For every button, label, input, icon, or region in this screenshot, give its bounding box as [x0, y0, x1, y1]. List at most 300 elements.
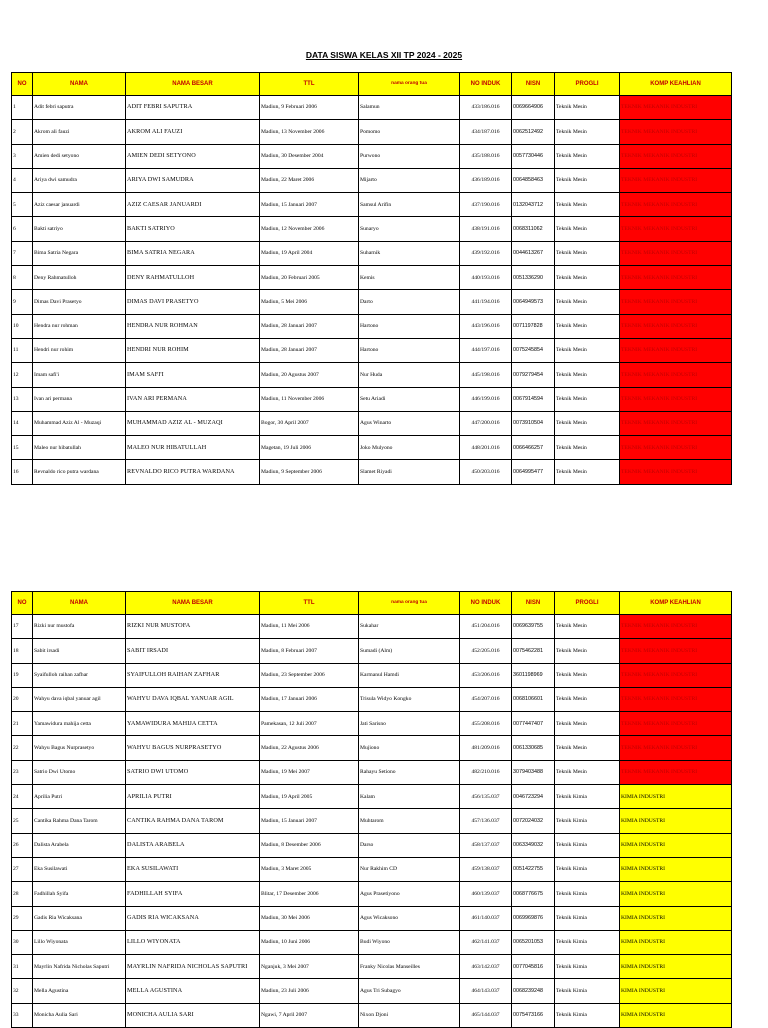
- cell-nama-orang-tua: Samsul Arifin: [359, 193, 460, 217]
- cell-nama-besar: WAHYU DAVA IQBAL YANUAR AGIL: [126, 687, 260, 711]
- header-row: [12, 592, 732, 615]
- cell-no: 3: [12, 144, 33, 168]
- cell-nisn: 0061330685: [512, 736, 555, 760]
- cell-ttl: Madiun, 23 September 2006: [260, 663, 359, 687]
- header-row: [12, 73, 732, 96]
- cell-nisn: 0071197828: [512, 314, 555, 338]
- cell-komp-keahlian: TEKNIK MEKANIK INDUSTRI: [620, 338, 732, 362]
- header-nama-besar: NAMA BESAR: [126, 592, 260, 615]
- cell-nama: Syaifulloh raihan zafhar: [33, 663, 126, 687]
- cell-ttl: Madiun, 19 Mei 2007: [260, 760, 359, 784]
- table-row: [12, 436, 732, 460]
- cell-nama-besar: MAYRLIN NAFRIDA NICHOLAS SAPUTRI: [126, 955, 260, 979]
- cell-komp-keahlian: TEKNIK MEKANIK INDUSTRI: [620, 639, 732, 663]
- cell-komp-keahlian: TEKNIK MEKANIK INDUSTRI: [620, 615, 732, 639]
- cell-nama-orang-tua: Nur Huda: [359, 363, 460, 387]
- cell-no: 33: [12, 1003, 33, 1027]
- cell-progli: Teknik Mesin: [555, 687, 620, 711]
- cell-no-induk: 446/199.016: [460, 387, 512, 411]
- cell-nama-besar: ADIT FEBRI SAPUTRA: [126, 96, 260, 120]
- table-row: [12, 460, 732, 484]
- cell-komp-keahlian: KIMIA INDUSTRI: [620, 809, 732, 833]
- cell-no-induk: 435/188.016: [460, 144, 512, 168]
- cell-ttl: Madiun, 11 November 2006: [260, 387, 359, 411]
- cell-no: 5: [12, 193, 33, 217]
- cell-no-induk: 448/201.016: [460, 436, 512, 460]
- cell-ttl: Madiun, 9 Februari 2006: [260, 96, 359, 120]
- cell-progli: Teknik Kimia: [555, 930, 620, 954]
- cell-ttl: Madiun, 28 Januari 2007: [260, 338, 359, 362]
- cell-progli: Teknik Mesin: [555, 120, 620, 144]
- cell-nama-besar: MUHAMMAD AZIZ AL - MUZAQI: [126, 411, 260, 435]
- cell-ttl: Madiun, 30 Desember 2004: [260, 144, 359, 168]
- cell-no: 9: [12, 290, 33, 314]
- cell-komp-keahlian: TEKNIK MEKANIK INDUSTRI: [620, 168, 732, 192]
- cell-nama: Bima Satria Negara: [33, 241, 126, 265]
- cell-no: 30: [12, 930, 33, 954]
- cell-ttl: Bogor, 30 April 2007: [260, 411, 359, 435]
- cell-progli: Teknik Mesin: [555, 290, 620, 314]
- cell-nama-besar: MELLA AGUSTINA: [126, 979, 260, 1003]
- cell-no: 32: [12, 979, 33, 1003]
- cell-nama-orang-tua: Mijarto: [359, 168, 460, 192]
- cell-komp-keahlian: TEKNIK MEKANIK INDUSTRI: [620, 193, 732, 217]
- cell-progli: Teknik Mesin: [555, 460, 620, 484]
- cell-no-induk: 445/198.016: [460, 363, 512, 387]
- cell-nama: Dimas Davi Prasetyo: [33, 290, 126, 314]
- cell-nama-orang-tua: Darto: [359, 290, 460, 314]
- cell-nisn: 0068776675: [512, 882, 555, 906]
- cell-ttl: Madiun, 17 Januari 2006: [260, 687, 359, 711]
- cell-komp-keahlian: TEKNIK MEKANIK INDUSTRI: [620, 363, 732, 387]
- cell-ttl: Madiun, 8 Desember 2006: [260, 833, 359, 857]
- cell-nama-besar: SABIT IRSADI: [126, 639, 260, 663]
- cell-nama-besar: DENY RAHMATULLOH: [126, 266, 260, 290]
- cell-nisn: 0066466257: [512, 436, 555, 460]
- cell-nama-orang-tua: Franky Nicolas Manseilles: [359, 955, 460, 979]
- cell-no-induk: 438/191.016: [460, 217, 512, 241]
- cell-progli: Teknik Kimia: [555, 906, 620, 930]
- cell-no: 12: [12, 363, 33, 387]
- cell-nisn: 0075473166: [512, 1003, 555, 1027]
- cell-no: 15: [12, 436, 33, 460]
- cell-no: 21: [12, 712, 33, 736]
- cell-nisn: 0072024032: [512, 809, 555, 833]
- cell-nama: Muhammad Aziz Al - Muzaqi: [33, 411, 126, 435]
- cell-nama-besar: WAHYU BAGUS NURPRASETYO: [126, 736, 260, 760]
- cell-no: 4: [12, 168, 33, 192]
- cell-nisn: 0064949573: [512, 290, 555, 314]
- cell-progli: Teknik Mesin: [555, 615, 620, 639]
- cell-progli: Teknik Mesin: [555, 639, 620, 663]
- cell-nama-besar: BIMA SATRIA NEGARA: [126, 241, 260, 265]
- cell-nama-orang-tua: Trisula Widyo Kongko: [359, 687, 460, 711]
- cell-nama-orang-tua: Agus Prasetiyono: [359, 882, 460, 906]
- cell-progli: Teknik Mesin: [555, 436, 620, 460]
- cell-nisn: 0063349032: [512, 833, 555, 857]
- cell-ttl: Madiun, 12 November 2006: [260, 217, 359, 241]
- table-row: [12, 387, 732, 411]
- table-row: [12, 930, 732, 954]
- cell-progli: Teknik Mesin: [555, 736, 620, 760]
- cell-nisn: 0073910504: [512, 411, 555, 435]
- cell-no-induk: 441/194.016: [460, 290, 512, 314]
- cell-progli: Teknik Kimia: [555, 1003, 620, 1027]
- cell-no: 31: [12, 955, 33, 979]
- cell-no-induk: 447/200.016: [460, 411, 512, 435]
- cell-no-induk: 457/136.037: [460, 809, 512, 833]
- table-row: [12, 144, 732, 168]
- cell-ttl: Madiun, 28 Januari 2007: [260, 314, 359, 338]
- cell-nama: Revnaldo rico putra wardana: [33, 460, 126, 484]
- cell-ttl: Madiun, 20 Agustus 2007: [260, 363, 359, 387]
- header-ttl: TTL: [260, 73, 359, 96]
- cell-nisn: 0068239248: [512, 979, 555, 1003]
- cell-ttl: Madiun, 9 September 2006: [260, 460, 359, 484]
- cell-ttl: Madiun, 22 Agustus 2006: [260, 736, 359, 760]
- cell-no: 26: [12, 833, 33, 857]
- cell-ttl: Madiun, 10 Juni 2006: [260, 930, 359, 954]
- cell-progli: Teknik Mesin: [555, 314, 620, 338]
- table-row: [12, 955, 732, 979]
- cell-progli: Teknik Mesin: [555, 96, 620, 120]
- cell-no: 29: [12, 906, 33, 930]
- cell-komp-keahlian: KIMIA INDUSTRI: [620, 1003, 732, 1027]
- cell-nama: Gadis Ria Wicaksana: [33, 906, 126, 930]
- cell-no-induk: 456/135.037: [460, 785, 512, 809]
- cell-nama-besar: AZIZ CAESAR JANUARDI: [126, 193, 260, 217]
- cell-nama: Imam safi'i: [33, 363, 126, 387]
- cell-no-induk: 444/197.016: [460, 338, 512, 362]
- cell-nama: Bakti satriyo: [33, 217, 126, 241]
- table-row: [12, 314, 732, 338]
- cell-no-induk: 464/143.037: [460, 979, 512, 1003]
- cell-nama-besar: IMAM SAFI'I: [126, 363, 260, 387]
- cell-nama: Hendri nur rohim: [33, 338, 126, 362]
- cell-no: 8: [12, 266, 33, 290]
- table-row: [12, 193, 732, 217]
- cell-no-induk: 462/141.037: [460, 930, 512, 954]
- cell-nisn: 0044613267: [512, 241, 555, 265]
- header-progli: PROGLI: [555, 73, 620, 96]
- student-table-1: [11, 72, 732, 485]
- cell-komp-keahlian: TEKNIK MEKANIK INDUSTRI: [620, 411, 732, 435]
- header-no: NO: [12, 73, 33, 96]
- table-row: [12, 785, 732, 809]
- cell-nama-orang-tua: Salamun: [359, 96, 460, 120]
- header-no-induk: NO INDUK: [460, 592, 512, 615]
- cell-nama-besar: CANTIKA RAHMA DANA TAROM: [126, 809, 260, 833]
- cell-ttl: Madiun, 23 Juli 2006: [260, 979, 359, 1003]
- cell-nama-besar: APRILIA PUTRI: [126, 785, 260, 809]
- cell-progli: Teknik Mesin: [555, 411, 620, 435]
- cell-no: 27: [12, 857, 33, 881]
- cell-no-induk: 453/206.016: [460, 663, 512, 687]
- cell-ttl: Madiun, 30 Mei 2006: [260, 906, 359, 930]
- cell-komp-keahlian: TEKNIK MEKANIK INDUSTRI: [620, 387, 732, 411]
- cell-nama-besar: SYAIFULLOH RAIHAN ZAFHAR: [126, 663, 260, 687]
- cell-nama: Hendra nur rohman: [33, 314, 126, 338]
- cell-nisn: 0077045816: [512, 955, 555, 979]
- table-row: [12, 168, 732, 192]
- cell-nama-besar: DALISTA ARABELA: [126, 833, 260, 857]
- cell-no-induk: 461/140.037: [460, 906, 512, 930]
- cell-no: 14: [12, 411, 33, 435]
- cell-progli: Teknik Mesin: [555, 217, 620, 241]
- table-row: [12, 217, 732, 241]
- cell-ttl: Pamekasan, 12 Juli 2007: [260, 712, 359, 736]
- cell-nama-orang-tua: Suharnik: [359, 241, 460, 265]
- table-header: [12, 73, 732, 96]
- cell-no-induk: 463/142.037: [460, 955, 512, 979]
- cell-komp-keahlian: TEKNIK MEKANIK INDUSTRI: [620, 266, 732, 290]
- cell-nama-orang-tua: Joko Mulyono: [359, 436, 460, 460]
- cell-progli: Teknik Kimia: [555, 857, 620, 881]
- cell-nama-besar: REVNALDO RICO PUTRA WARDANA: [126, 460, 260, 484]
- table-row: [12, 615, 732, 639]
- cell-ttl: Madiun, 19 April 2004: [260, 241, 359, 265]
- cell-no-induk: 455/208.016: [460, 712, 512, 736]
- cell-no-induk: 454/207.016: [460, 687, 512, 711]
- cell-nama: Maleo nur hibatullah: [33, 436, 126, 460]
- cell-nisn: 0051336290: [512, 266, 555, 290]
- cell-progli: Teknik Mesin: [555, 712, 620, 736]
- table-row: [12, 338, 732, 362]
- cell-nama-besar: YAMAWIDURA MAHIJA CETTA: [126, 712, 260, 736]
- cell-progli: Teknik Kimia: [555, 955, 620, 979]
- cell-komp-keahlian: TEKNIK MEKANIK INDUSTRI: [620, 144, 732, 168]
- cell-no-induk: 482/210.016: [460, 760, 512, 784]
- cell-nama-orang-tua: Pomomo: [359, 120, 460, 144]
- cell-progli: Teknik Kimia: [555, 979, 620, 1003]
- cell-nama: Dalista Arabela: [33, 833, 126, 857]
- cell-no: 22: [12, 736, 33, 760]
- table-row: [12, 736, 732, 760]
- header-ttl: TTL: [260, 592, 359, 615]
- cell-ttl: Madiun, 8 Februari 2007: [260, 639, 359, 663]
- cell-nama: Satrio Dwi Utomo: [33, 760, 126, 784]
- cell-nama: Aprilia Putri: [33, 785, 126, 809]
- cell-nama: Wahyu Bagus Nurprasetyo: [33, 736, 126, 760]
- cell-progli: Teknik Kimia: [555, 809, 620, 833]
- cell-no-induk: 481/209.016: [460, 736, 512, 760]
- header-komp-keahlian: KOMP KEAHLIAN: [620, 592, 732, 615]
- cell-nama: Mella Agustina: [33, 979, 126, 1003]
- table-row: [12, 96, 732, 120]
- cell-ttl: Ngawi, 7 April 2007: [260, 1003, 359, 1027]
- cell-nama-besar: EKA SUSILAWATI: [126, 857, 260, 881]
- cell-nama-besar: BAKTI SATRIYO: [126, 217, 260, 241]
- cell-komp-keahlian: KIMIA INDUSTRI: [620, 979, 732, 1003]
- cell-nisn: 0051422755: [512, 857, 555, 881]
- cell-no: 7: [12, 241, 33, 265]
- cell-ttl: Blitar, 17 Desember 2006: [260, 882, 359, 906]
- cell-no: 2: [12, 120, 33, 144]
- cell-progli: Teknik Mesin: [555, 338, 620, 362]
- cell-nama: Aziz caesar januardi: [33, 193, 126, 217]
- table-row: [12, 411, 732, 435]
- cell-komp-keahlian: TEKNIK MEKANIK INDUSTRI: [620, 217, 732, 241]
- cell-komp-keahlian: KIMIA INDUSTRI: [620, 833, 732, 857]
- cell-no: 11: [12, 338, 33, 362]
- cell-nama-orang-tua: Rahayu Setiono: [359, 760, 460, 784]
- cell-progli: Teknik Kimia: [555, 833, 620, 857]
- cell-nama-besar: HENDRA NUR ROHMAN: [126, 314, 260, 338]
- cell-progli: Teknik Mesin: [555, 193, 620, 217]
- cell-nama-orang-tua: Darso: [359, 833, 460, 857]
- cell-komp-keahlian: KIMIA INDUSTRI: [620, 906, 732, 930]
- cell-no: 17: [12, 615, 33, 639]
- cell-nama-orang-tua: Hartono: [359, 314, 460, 338]
- cell-no: 24: [12, 785, 33, 809]
- table-row: [12, 906, 732, 930]
- cell-no: 28: [12, 882, 33, 906]
- cell-no: 6: [12, 217, 33, 241]
- cell-nama: Lillo Wiyonata: [33, 930, 126, 954]
- cell-nama: Yamawidura mahija cetta: [33, 712, 126, 736]
- cell-nisn: 0079279454: [512, 363, 555, 387]
- cell-nisn: 0068106601: [512, 687, 555, 711]
- cell-nama-orang-tua: Nur Rakhim CD: [359, 857, 460, 881]
- cell-komp-keahlian: TEKNIK MEKANIK INDUSTRI: [620, 241, 732, 265]
- cell-ttl: Magetan, 19 Juli 2006: [260, 436, 359, 460]
- cell-nama-besar: MALEO NUR HIBATULLAH: [126, 436, 260, 460]
- student-table-2: [11, 591, 732, 1028]
- cell-no: 25: [12, 809, 33, 833]
- cell-nama: Ariya dwi samudra: [33, 168, 126, 192]
- cell-nama-besar: DIMAS DAVI PRASETYO: [126, 290, 260, 314]
- table-row: [12, 363, 732, 387]
- cell-nama-besar: SATRIO DWI UTOMO: [126, 760, 260, 784]
- table-row: [12, 833, 732, 857]
- table-row: [12, 663, 732, 687]
- table-row: [12, 979, 732, 1003]
- cell-komp-keahlian: KIMIA INDUSTRI: [620, 785, 732, 809]
- cell-nama: Wahyu dava iqbal yanuar agil: [33, 687, 126, 711]
- cell-nama-besar: AKROM ALI FAUZI: [126, 120, 260, 144]
- cell-nama-besar: RIZKI NUR MUSTOFA: [126, 615, 260, 639]
- cell-nisn: 0065201053: [512, 930, 555, 954]
- cell-progli: Teknik Mesin: [555, 760, 620, 784]
- cell-nisn: 0057730446: [512, 144, 555, 168]
- cell-nisn: 3079403488: [512, 760, 555, 784]
- header-nisn: NISN: [512, 73, 555, 96]
- cell-ttl: Nganjuk, 3 Mei 2007: [260, 955, 359, 979]
- cell-nama-orang-tua: Budi Wiyono: [359, 930, 460, 954]
- table-header: [12, 592, 732, 615]
- header-no: NO: [12, 592, 33, 615]
- cell-nama-orang-tua: Mujiono: [359, 736, 460, 760]
- cell-nama-orang-tua: Kemis: [359, 266, 460, 290]
- cell-nisn: 0075245854: [512, 338, 555, 362]
- cell-komp-keahlian: KIMIA INDUSTRI: [620, 955, 732, 979]
- cell-nisn: 0067914594: [512, 387, 555, 411]
- cell-nama: Cantika Rahma Dana Tarom: [33, 809, 126, 833]
- cell-no-induk: 443/196.016: [460, 314, 512, 338]
- cell-no-induk: 436/189.016: [460, 168, 512, 192]
- cell-komp-keahlian: KIMIA INDUSTRI: [620, 882, 732, 906]
- header-progli: PROGLI: [555, 592, 620, 615]
- cell-komp-keahlian: KIMIA INDUSTRI: [620, 930, 732, 954]
- cell-nama-orang-tua: Sukahar: [359, 615, 460, 639]
- cell-nama: Sabit irsadi: [33, 639, 126, 663]
- cell-komp-keahlian: TEKNIK MEKANIK INDUSTRI: [620, 460, 732, 484]
- header-nama-orang-tua: nama orang tua: [359, 73, 460, 96]
- cell-progli: Teknik Mesin: [555, 144, 620, 168]
- cell-ttl: Madiun, 22 Maret 2006: [260, 168, 359, 192]
- cell-nama-besar: IVAN ARI PERMANA: [126, 387, 260, 411]
- cell-no-induk: 434/187.016: [460, 120, 512, 144]
- header-no-induk: NO INDUK: [460, 73, 512, 96]
- cell-komp-keahlian: TEKNIK MEKANIK INDUSTRI: [620, 736, 732, 760]
- cell-komp-keahlian: TEKNIK MEKANIK INDUSTRI: [620, 712, 732, 736]
- table-row: [12, 266, 732, 290]
- cell-nama: Monicha Aulia Sari: [33, 1003, 126, 1027]
- cell-no: 10: [12, 314, 33, 338]
- cell-nama-orang-tua: Slamet Riyadi: [359, 460, 460, 484]
- cell-ttl: Madiun, 15 Januari 2007: [260, 193, 359, 217]
- table-row: [12, 882, 732, 906]
- cell-nisn: 3601198969: [512, 663, 555, 687]
- cell-nama: Rizki nur mustofa: [33, 615, 126, 639]
- cell-komp-keahlian: TEKNIK MEKANIK INDUSTRI: [620, 120, 732, 144]
- cell-no-induk: 450/203.016: [460, 460, 512, 484]
- cell-nama: Deny Rahmatulloh: [33, 266, 126, 290]
- cell-progli: Teknik Mesin: [555, 241, 620, 265]
- cell-no-induk: 460/139.037: [460, 882, 512, 906]
- cell-nama-orang-tua: Hartono: [359, 338, 460, 362]
- table-row: [12, 809, 732, 833]
- cell-nama-orang-tua: Agus Tri Subagyo: [359, 979, 460, 1003]
- cell-nama-besar: FADHILLAH SYIFA: [126, 882, 260, 906]
- cell-nama-orang-tua: Jati Sarisno: [359, 712, 460, 736]
- cell-nama-orang-tua: Agus Winarto: [359, 411, 460, 435]
- cell-nama-orang-tua: Muhtarom: [359, 809, 460, 833]
- header-nisn: NISN: [512, 592, 555, 615]
- cell-nama: Amien dedi setyono: [33, 144, 126, 168]
- cell-no-induk: 440/193.016: [460, 266, 512, 290]
- cell-progli: Teknik Mesin: [555, 266, 620, 290]
- cell-nama-orang-tua: Karmanul Hamdi: [359, 663, 460, 687]
- cell-nisn: 0069969876: [512, 906, 555, 930]
- cell-no-induk: 452/205.016: [460, 639, 512, 663]
- table-row: [12, 120, 732, 144]
- cell-nama-orang-tua: Nixon Djoni: [359, 1003, 460, 1027]
- cell-progli: Teknik Mesin: [555, 168, 620, 192]
- cell-no: 1: [12, 96, 33, 120]
- cell-no-induk: 459/138.037: [460, 857, 512, 881]
- cell-ttl: Madiun, 15 Januari 2007: [260, 809, 359, 833]
- table-body: [12, 615, 732, 1028]
- cell-nama: Ivan ari permana: [33, 387, 126, 411]
- cell-nama-orang-tua: Purwono: [359, 144, 460, 168]
- cell-nisn: 0064858463: [512, 168, 555, 192]
- cell-nama-besar: GADIS RIA WICAKSANA: [126, 906, 260, 930]
- table-row: [12, 712, 732, 736]
- cell-ttl: Madiun, 11 Mei 2006: [260, 615, 359, 639]
- cell-no: 18: [12, 639, 33, 663]
- table-row: [12, 687, 732, 711]
- cell-no: 13: [12, 387, 33, 411]
- cell-progli: Teknik Mesin: [555, 663, 620, 687]
- table-row: [12, 290, 732, 314]
- cell-no-induk: 439/192.016: [460, 241, 512, 265]
- cell-nama-orang-tua: Sunaryo: [359, 217, 460, 241]
- cell-komp-keahlian: TEKNIK MEKANIK INDUSTRI: [620, 436, 732, 460]
- page-title: DATA SISWA KELAS XII TP 2024 - 2025: [305, 50, 463, 60]
- cell-nama: Mayrlin Nafrida Nicholas Saputri: [33, 955, 126, 979]
- cell-ttl: Madiun, 19 April 2005: [260, 785, 359, 809]
